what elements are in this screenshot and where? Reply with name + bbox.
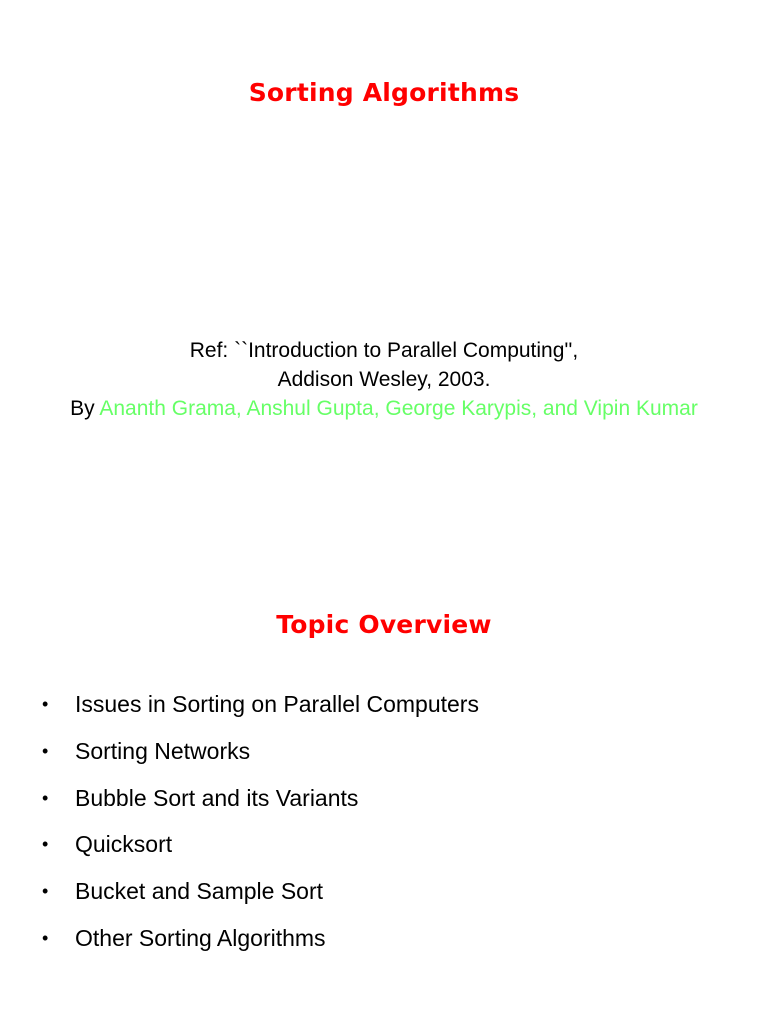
list-item	[42, 731, 479, 778]
list-item	[42, 684, 479, 731]
slide-title: Sorting Algorithms	[248, 78, 520, 107]
bullet-icon: •	[42, 927, 49, 948]
reference-block	[40, 336, 728, 423]
reference-book-line: Ref: ``Introduction to Parallel Computing'',	[189, 339, 579, 362]
authors-names: Ananth Grama, Anshul Gupta, George Karypis, and Vipin Kumar	[99, 397, 698, 420]
bullet-icon: •	[42, 834, 49, 855]
bullet-icon: •	[42, 740, 49, 761]
reference-authors-line	[40, 394, 728, 423]
list-item-text: Sorting Networks	[75, 737, 251, 764]
slide-title: Topic Overview	[276, 610, 492, 639]
list-item-text: Bucket and Sample Sort	[75, 878, 324, 905]
bullet-icon: •	[42, 881, 49, 902]
reference-publisher-line: Addison Wesley, 2003.	[277, 368, 491, 391]
list-item	[42, 824, 479, 871]
list-item-text: Quicksort	[75, 831, 173, 858]
bullet-icon: •	[42, 694, 49, 714]
list-item-text: Issues in Sorting on Parallel Computers	[75, 691, 479, 717]
list-item	[42, 918, 479, 965]
list-item-text: Other Sorting Algorithms	[75, 924, 326, 951]
topic-overview-slide	[0, 560, 768, 1024]
topic-list	[42, 684, 479, 965]
list-item-text: Bubble Sort and its Variants	[75, 784, 359, 811]
authors-prefix: By	[70, 397, 100, 420]
bullet-icon: •	[42, 787, 49, 808]
list-item	[42, 778, 479, 825]
list-item	[42, 871, 479, 918]
